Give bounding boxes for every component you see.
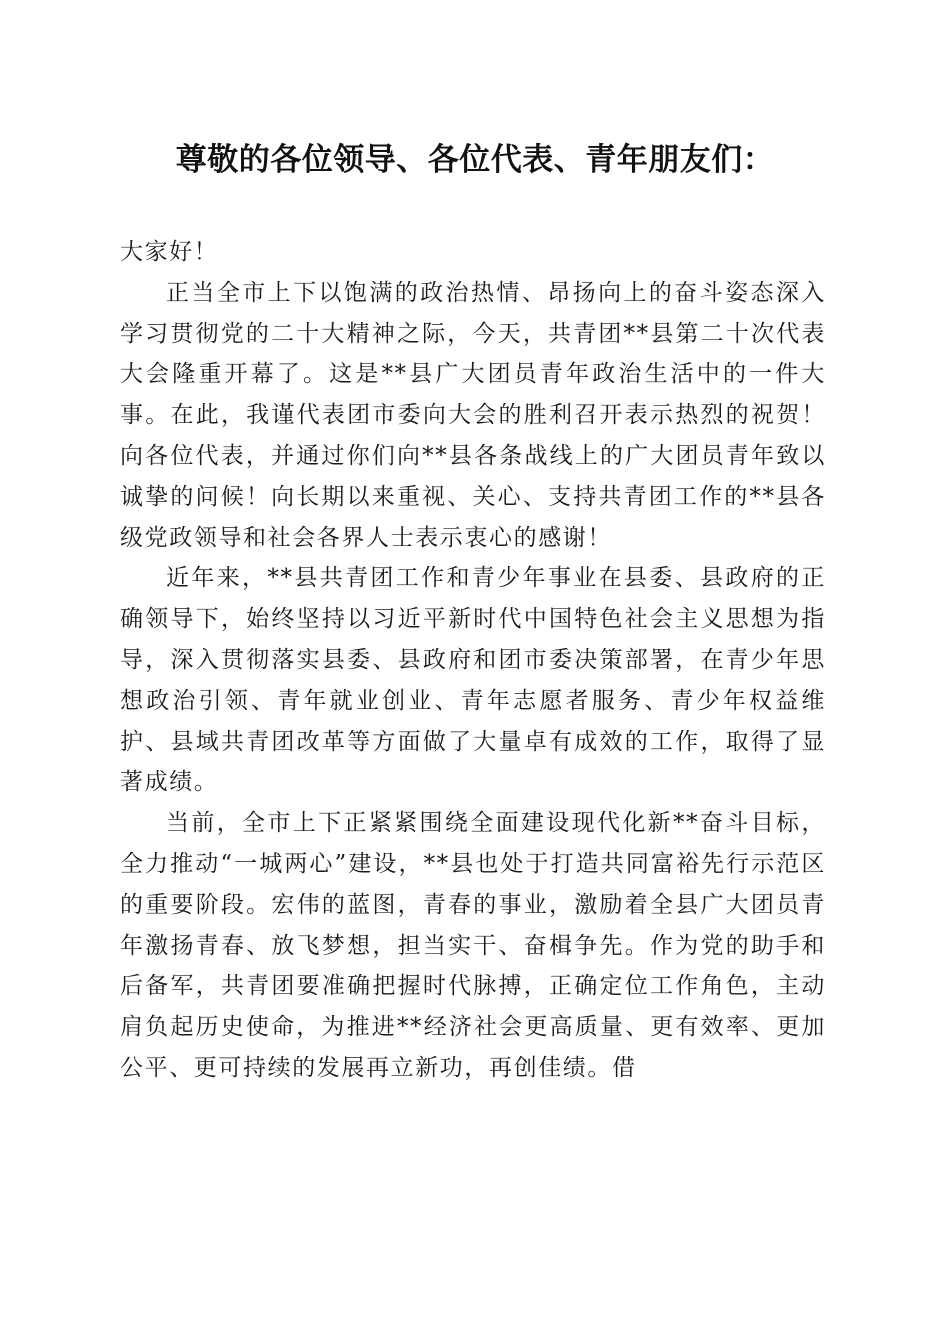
speech-salutation-title: 尊敬的各位领导、各位代表、青年朋友们： xyxy=(175,142,775,178)
paragraph-current-tasks: 当前，全市上下正紧紧围绕全面建设现代化新**奋斗目标，全力推动“一城两心”建设，**县也处于打造共同富裕先行示范区的重要阶段。宏伟的蓝图，青春的事业，激励着全县广大团员青年激扬青春、放飞梦想，担当实干、奋楫争先。作为党的助手和后备军，共青团要准确把握时代脉搏，正确定位工作角色，主动肩负起历史使命，为推进**经济社会更高质量、更有效率、更加公平、更可持续的发展再立新功，再创佳绩。借 xyxy=(120,810,826,1081)
paragraph-opening: 正当全市上下以饱满的政治热情、昂扬向上的奋斗姿态深入学习贯彻党的二十大精神之际，今天，共青团**县第二十次代表大会隆重开幕了。这是**县广大团员青年政治生活中的一件大事。在此，我谨代表团市委向大会的胜利召开表示热烈的祝贺！向各位代表，并通过你们向**县各条战线上的广大团员青年致以诚挚的问候！向长期以来重视、关心、支持共青团工作的**县各级党政领导和社会各界人士表示衷心的感谢！ xyxy=(120,279,826,551)
speech-body xyxy=(120,232,826,1089)
greeting-line: 大家好！ xyxy=(120,239,219,265)
paragraph-achievements: 近年来，**县共青团工作和青少年事业在县委、县政府的正确领导下，始终坚持以习近平新时代中国特色社会主义思想为指导，深入贯彻落实县委、县政府和团市委决策部署，在青少年思想政治引领、青年就业创业、青年志愿者服务、青少年权益维护、县域共青团改革等方面做了大量卓有成效的工作，取得了显著成绩。 xyxy=(120,565,826,796)
